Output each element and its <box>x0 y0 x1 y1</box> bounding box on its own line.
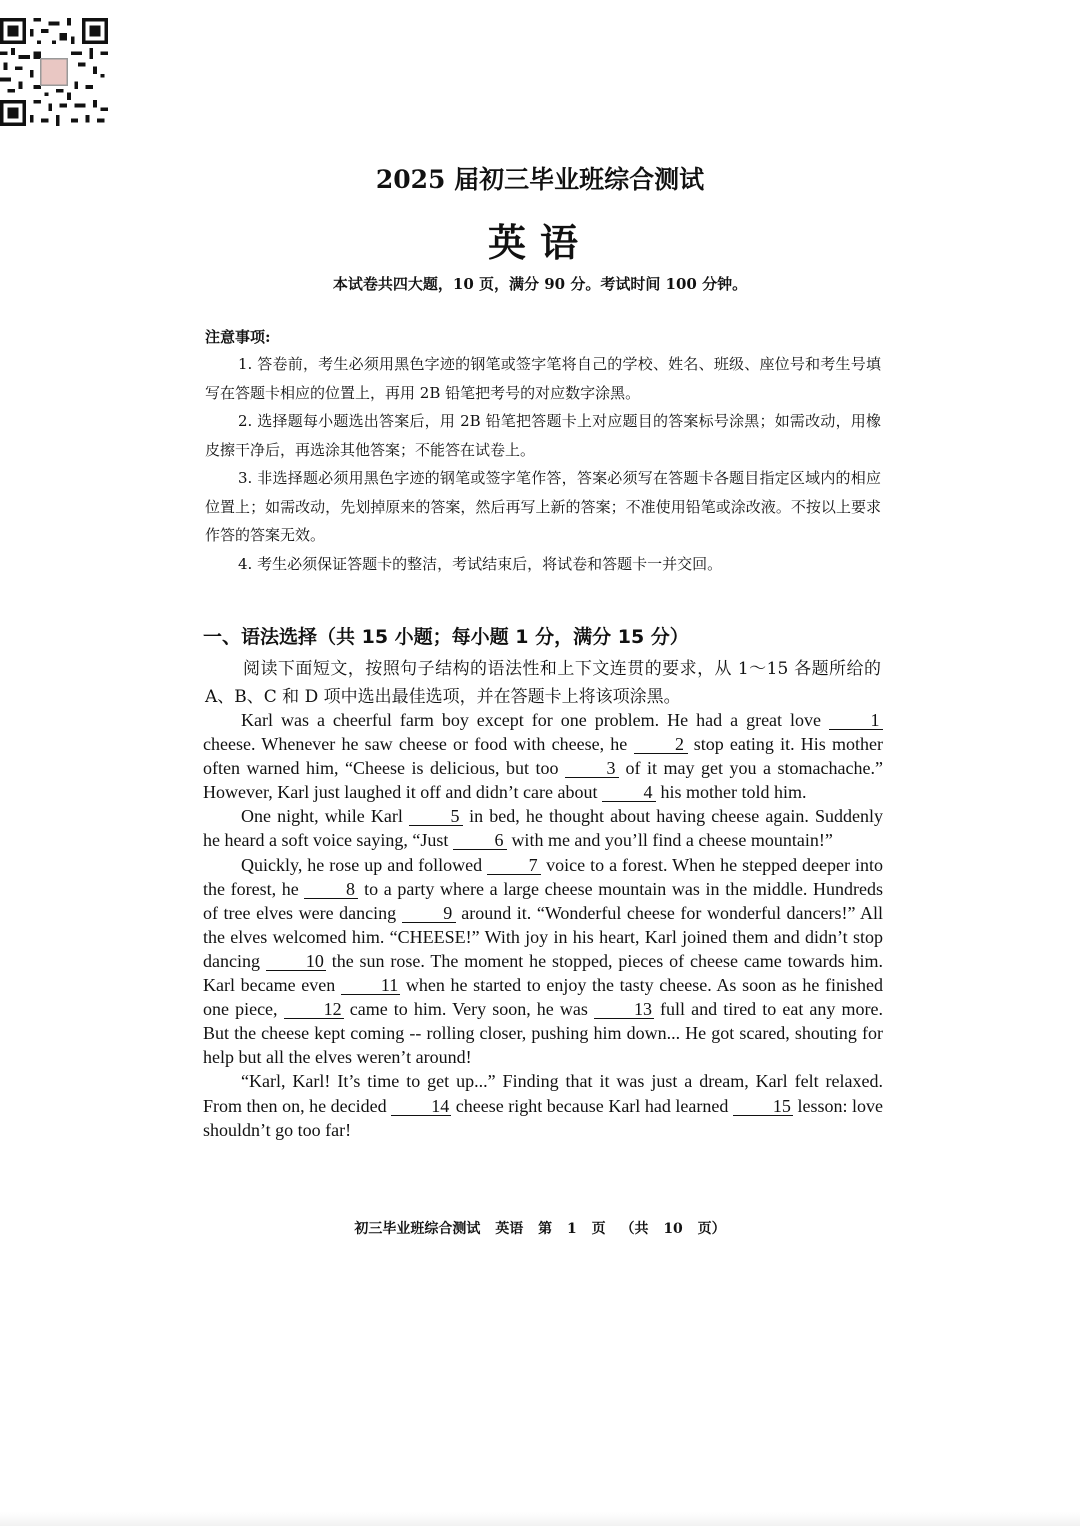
exam-info: 本试卷共四大题，10 页，满分 90 分。考试时间 100 分钟。 <box>332 275 748 293</box>
note-item: 2. 选择题每小题选出答案后，用 2B 铅笔把答题卡上对应题目的答案标号涂黑；如需改动，用橡皮擦干净后，再选涂其他答案；不能答在试卷上。 <box>205 412 881 459</box>
blank-9: 9 <box>402 904 456 923</box>
passage-paragraph <box>203 708 883 804</box>
passage-text: Quickly, he rose up and followed <box>241 854 488 875</box>
qr-code <box>0 18 108 126</box>
passage-text: the sun rose. The moment he stopped, pieces of cheese came towards him. Karl became even <box>203 950 883 996</box>
passage-text: lesson: love shouldn’t go too far! <box>203 1095 883 1140</box>
passage-paragraph <box>203 1069 883 1141</box>
subject-title: 英语 <box>487 220 592 265</box>
passage-text: full and tired to eat any more. But the cheese kept coming -- rolling closer, pushing him down... He got scared, shouting for help but all the elves weren’t around! <box>203 999 883 1068</box>
passage-paragraph <box>203 804 883 852</box>
passage-text: around it. “Wonderful cheese for wonderful dancers!” All the elves welcomed him. “CHEESE!” With joy in his heart, Karl joined them and didn’t stop dancing <box>203 902 884 971</box>
passage-text: when he started to enjoy the tasty cheese. As soon as he finished one piece, <box>203 975 883 1020</box>
blank-7: 7 <box>487 856 541 875</box>
passage-text: his mother told him. <box>656 782 807 803</box>
blank-11: 11 <box>341 976 400 995</box>
blank-4: 4 <box>602 783 656 802</box>
passage-text: cheese. Whenever he saw cheese or food with cheese, he <box>203 734 634 755</box>
blank-2: 2 <box>634 735 688 754</box>
blank-10: 10 <box>266 952 326 971</box>
blank-1: 1 <box>829 711 883 730</box>
passage-text: with me and you’ll find a cheese mountain!” <box>506 830 833 851</box>
note-item: 1. 答卷前，考生必须用黑色字迹的钢笔或签字笔将自己的学校、姓名、班级、座位号和考生号填写在答题卡相应的位置上，再用 2B 铅笔把考号的对应数字涂黑。 <box>205 355 881 402</box>
passage-text: to a party where a large cheese mountain was in the middle. Hundreds of tree elves were dancing <box>203 878 883 923</box>
blank-8: 8 <box>304 880 358 899</box>
passage-text: “Karl, Karl! It’s time to get up...” Finding that it was just a dream, Karl felt relaxed. From then on, he decided <box>203 1071 883 1116</box>
passage-text: voice to a forest. When he stepped deeper into the forest, he <box>203 854 884 899</box>
passage-text: Karl was a cheerful farm boy except for one problem. He had a great love <box>241 710 829 730</box>
passage-text: stop eating it. His mother often warned him, “Cheese is delicious, but too <box>203 734 883 779</box>
passage-text: One night, while Karl <box>241 806 409 827</box>
page-footer: 初三毕业班综合测试 英语 第 1 页 （共 10 页） <box>354 1221 726 1237</box>
blank-12: 12 <box>284 1000 344 1019</box>
passage-text: came to him. Very soon, he was <box>343 999 594 1020</box>
passage-paragraph <box>203 853 883 1070</box>
blank-5: 5 <box>409 807 463 826</box>
note-item: 3. 非选择题必须用黑色字迹的钢笔或签字笔作答，答案必须写在答题卡各题目指定区域内的相应位置上；如需改动，先划掉原来的答案，然后再写上新的答案；不准使用铅笔或涂改液。不按以上要求作答的答案无效。 <box>205 469 881 544</box>
passage-text: of it may get you a stomachache.” However, Karl just laughed it off and didn’t care about <box>203 758 883 803</box>
passage-text: cheese right because Karl had learned <box>451 1095 733 1116</box>
blank-15: 15 <box>733 1097 793 1116</box>
notes-heading: 注意事项: <box>205 328 271 346</box>
exam-title: 2025 届初三毕业班综合测试 <box>375 165 705 194</box>
blank-13: 13 <box>594 1000 654 1019</box>
section-instruction: 阅读下面短文，按照句子结构的语法性和上下文连贯的要求，从 1～15 各题所给的 A、B、C 和 D 项中选出最佳选项，并在答题卡上将该项涂黑。 <box>205 659 881 707</box>
blank-3: 3 <box>565 759 619 778</box>
blank-6: 6 <box>453 831 507 850</box>
section-heading: 一、语法选择（共 15 小题；每小题 1 分，满分 15 分） <box>203 626 689 648</box>
blank-14: 14 <box>391 1097 451 1116</box>
note-item: 4. 考生必须保证答题卡的整洁，考试结束后，将试卷和答题卡一并交回。 <box>238 554 723 573</box>
passage-text: in bed, he thought about having cheese again. Suddenly he heard a soft voice saying, “Just <box>203 806 883 851</box>
reading-passage <box>203 708 883 1142</box>
scan-edge <box>0 1512 1080 1526</box>
notes-list <box>205 350 881 578</box>
